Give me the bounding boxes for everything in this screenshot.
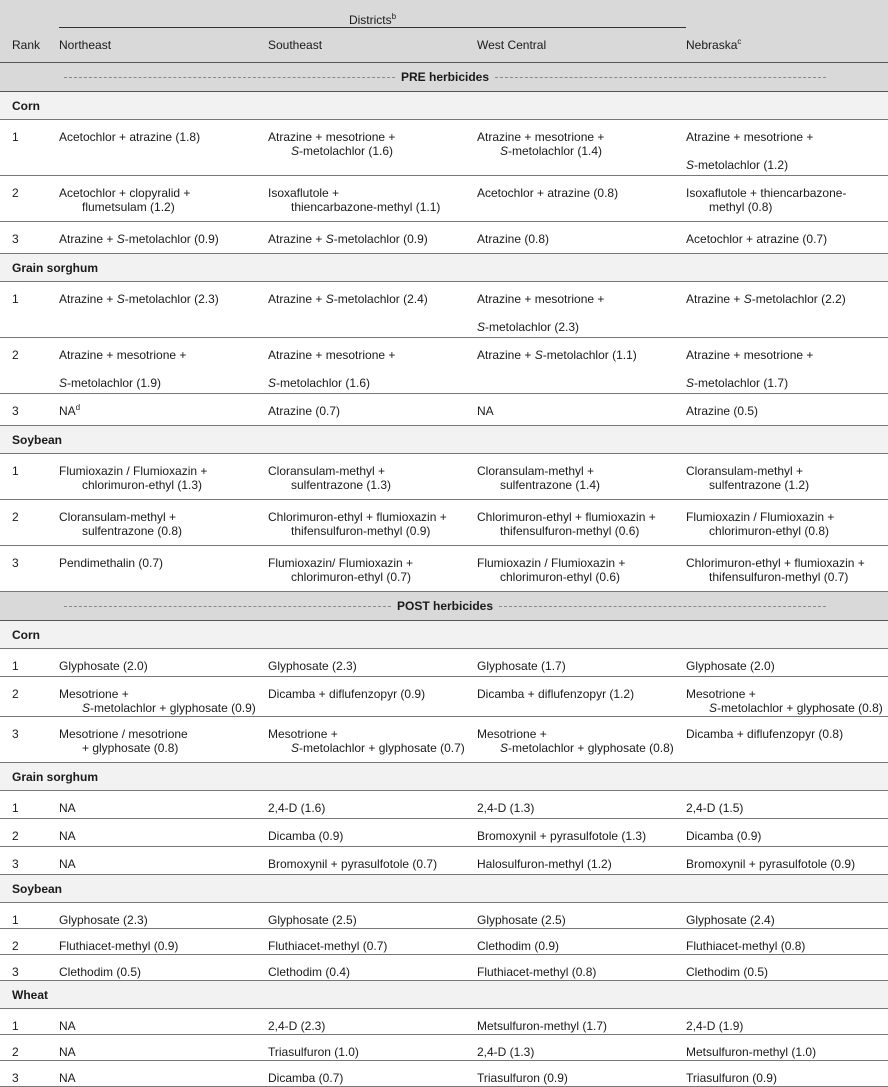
table-cell: Fluthiacet-methyl (0.8) bbox=[686, 929, 888, 955]
table-cell: Atrazine + mesotrione + S-metolachlor (1.6) bbox=[268, 120, 477, 176]
table-cell: Triasulfuron (1.0) bbox=[268, 1035, 477, 1061]
table-cell: Clethodim (0.4) bbox=[268, 955, 477, 981]
table-cell: Mesotrione + S-metolachlor + glyphosate (0.8) bbox=[686, 677, 888, 717]
table-cell: Acetochlor + clopyralid + flumetsulam (1.2) bbox=[59, 176, 268, 222]
table-cell: Metsulfuron-methyl (1.7) bbox=[477, 1009, 686, 1035]
table-cell: Isoxaflutole + thiencarbazone- methyl (0.8) bbox=[686, 176, 888, 222]
table-cell: Isoxaflutole + thiencarbazone-methyl (1.1) bbox=[268, 176, 477, 222]
table-cell: Flumioxazin / Flumioxazin + chlorimuron-ethyl (0.6) bbox=[477, 546, 686, 592]
table-cell: Acetochlor + atrazine (1.8) bbox=[59, 120, 268, 176]
table-cell: Flumioxazin/ Flumioxazin + chlorimuron-ethyl (0.7) bbox=[268, 546, 477, 592]
rank-cell: 2 bbox=[0, 929, 59, 955]
rank-cell: 3 bbox=[0, 222, 59, 254]
table-cell: Cloransulam-methyl + sulfentrazone (1.2) bbox=[686, 454, 888, 500]
table-cell: Flumioxazin / Flumioxazin + chlorimuron-ethyl (0.8) bbox=[686, 500, 888, 546]
table-cell: Atrazine + S-metolachlor (2.2) bbox=[686, 282, 888, 338]
table-cell: Fluthiacet-methyl (0.8) bbox=[477, 955, 686, 981]
rank-cell: 3 bbox=[0, 1061, 59, 1087]
table-cell: Atrazine (0.7) bbox=[268, 394, 477, 426]
column-header-southeast: Southeast bbox=[268, 27, 477, 63]
table-cell: Chlorimuron-ethyl + flumioxazin + thifensulfuron-methyl (0.9) bbox=[268, 500, 477, 546]
crop-heading-grain-sorghum: Grain sorghum bbox=[0, 763, 888, 791]
crop-heading-corn: Corn bbox=[0, 92, 888, 120]
table-cell: Glyphosate (2.5) bbox=[477, 903, 686, 929]
table-cell: Pendimethalin (0.7) bbox=[59, 546, 268, 592]
table-cell: 2,4-D (1.9) bbox=[686, 1009, 888, 1035]
rank-cell: 3 bbox=[0, 394, 59, 426]
table-cell: 2,4-D (1.3) bbox=[477, 1035, 686, 1061]
crop-heading-soybean: Soybean bbox=[0, 426, 888, 454]
table-cell: Mesotrione + S-metolachlor + glyphosate (0.7) bbox=[268, 717, 477, 763]
table-cell: Fluthiacet-methyl (0.7) bbox=[268, 929, 477, 955]
table-cell: Atrazine + S-metolachlor (0.9) bbox=[59, 222, 268, 254]
table-cell: Bromoxynil + pyrasulfotole (1.3) bbox=[477, 819, 686, 847]
table-cell: 2,4-D (1.5) bbox=[686, 791, 888, 819]
table-cell: Atrazine + S-metolachlor (2.4) bbox=[268, 282, 477, 338]
districts-header: Districts$^b$ bbox=[59, 0, 686, 27]
table-cell: Fluthiacet-methyl (0.9) bbox=[59, 929, 268, 955]
rank-cell: 1 bbox=[0, 454, 59, 500]
rank-cell: 1 bbox=[0, 649, 59, 677]
table-cell: Atrazine (0.8) bbox=[477, 222, 686, 254]
table-cell: Atrazine + mesotrione + S-metolachlor (1.6) bbox=[268, 338, 477, 394]
table-cell: Mesotrione + S-metolachlor + glyphosate (0.8) bbox=[477, 717, 686, 763]
table-cell: Cloransulam-methyl + sulfentrazone (0.8) bbox=[59, 500, 268, 546]
rank-cell: 3 bbox=[0, 546, 59, 592]
table-cell: Mesotrione / mesotrione + glyphosate (0.8) bbox=[59, 717, 268, 763]
rank-cell: 3 bbox=[0, 847, 59, 875]
table-cell: Acetochlor + atrazine (0.8) bbox=[477, 176, 686, 222]
column-header-rank: Rank bbox=[0, 27, 59, 63]
rank-cell: 3 bbox=[0, 955, 59, 981]
table-cell: NA bbox=[477, 394, 686, 426]
table-cell: Dicamba (0.9) bbox=[686, 819, 888, 847]
rank-cell: 1 bbox=[0, 282, 59, 338]
rank-cell: 3 bbox=[0, 717, 59, 763]
table-cell: Chlorimuron-ethyl + flumioxazin + thifensulfuron-methyl (0.6) bbox=[477, 500, 686, 546]
table-cell: Triasulfuron (0.9) bbox=[686, 1061, 888, 1087]
crop-heading-corn: Corn bbox=[0, 621, 888, 649]
table-cell: Flumioxazin / Flumioxazin + chlorimuron-ethyl (1.3) bbox=[59, 454, 268, 500]
table-cell: NA bbox=[59, 791, 268, 819]
rank-cell: 2 bbox=[0, 176, 59, 222]
table-cell: Metsulfuron-methyl (1.0) bbox=[686, 1035, 888, 1061]
table-cell: Cloransulam-methyl + sulfentrazone (1.4) bbox=[477, 454, 686, 500]
rank-cell: 2 bbox=[0, 338, 59, 394]
table-cell: Atrazine + S-metolachlor (2.3) bbox=[59, 282, 268, 338]
table-cell: Atrazine + S-metolachlor (0.9) bbox=[268, 222, 477, 254]
table-cell: NA bbox=[59, 847, 268, 875]
table-cell: Glyphosate (1.7) bbox=[477, 649, 686, 677]
table-cell: Dicamba + diflufenzopyr (1.2) bbox=[477, 677, 686, 717]
rank-cell: 1 bbox=[0, 120, 59, 176]
table-cell: Glyphosate (2.5) bbox=[268, 903, 477, 929]
table-cell: Glyphosate (2.0) bbox=[686, 649, 888, 677]
column-header-west-central: West Central bbox=[477, 27, 686, 63]
table-cell: NA bbox=[59, 1009, 268, 1035]
column-header-nebraska: Nebraska$^c$ bbox=[686, 27, 888, 63]
rank-cell: 1 bbox=[0, 791, 59, 819]
table-cell: Triasulfuron (0.9) bbox=[477, 1061, 686, 1087]
table-cell: Atrazine + mesotrione + S-metolachlor (1.4) bbox=[477, 120, 686, 176]
table-cell: Glyphosate (2.0) bbox=[59, 649, 268, 677]
table-cell: 2,4-D (1.3) bbox=[477, 791, 686, 819]
table-cell: Clethodim (0.5) bbox=[686, 955, 888, 981]
table-cell: NA bbox=[59, 1035, 268, 1061]
rank-cell: 2 bbox=[0, 500, 59, 546]
column-header-northeast: Northeast bbox=[59, 27, 268, 63]
table-cell: Dicamba (0.9) bbox=[268, 819, 477, 847]
table-cell: Dicamba + diflufenzopyr (0.8) bbox=[686, 717, 888, 763]
crop-heading-grain-sorghum: Grain sorghum bbox=[0, 254, 888, 282]
table-cell: 2,4-D (2.3) bbox=[268, 1009, 477, 1035]
table-cell: Mesotrione + S-metolachlor + glyphosate (0.9) bbox=[59, 677, 268, 717]
table-cell: Dicamba + diflufenzopyr (0.9) bbox=[268, 677, 477, 717]
crop-heading-soybean: Soybean bbox=[0, 875, 888, 903]
table-cell: Dicamba (0.7) bbox=[268, 1061, 477, 1087]
rank-cell: 2 bbox=[0, 819, 59, 847]
rank-cell: 2 bbox=[0, 677, 59, 717]
rank-cell: 2 bbox=[0, 1035, 59, 1061]
table-cell: $NA^d$ bbox=[59, 394, 268, 426]
table-cell: Glyphosate (2.4) bbox=[686, 903, 888, 929]
table-cell: Glyphosate (2.3) bbox=[268, 649, 477, 677]
table-cell: Atrazine + mesotrione + S-metolachlor (1.7) bbox=[686, 338, 888, 394]
table-cell: Atrazine + mesotrione + S-metolachlor (1.9) bbox=[59, 338, 268, 394]
table-cell: 2,4-D (1.6) bbox=[268, 791, 477, 819]
table-cell: Atrazine + mesotrione + S-metolachlor (1.2) bbox=[686, 120, 888, 176]
section-post-herbicides: POST herbicides bbox=[0, 592, 888, 621]
table-cell: Atrazine (0.5) bbox=[686, 394, 888, 426]
table-cell: Atrazine + mesotrione + S-metolachlor (2.3) bbox=[477, 282, 686, 338]
rank-cell: 1 bbox=[0, 1009, 59, 1035]
table-cell: Bromoxynil + pyrasulfotole (0.7) bbox=[268, 847, 477, 875]
table-cell: Atrazine + S-metolachlor (1.1) bbox=[477, 338, 686, 394]
table-cell: Halosulfuron-methyl (1.2) bbox=[477, 847, 686, 875]
table-cell: NA bbox=[59, 1061, 268, 1087]
table-cell: Cloransulam-methyl + sulfentrazone (1.3) bbox=[268, 454, 477, 500]
rank-cell: 1 bbox=[0, 903, 59, 929]
table-cell: Glyphosate (2.3) bbox=[59, 903, 268, 929]
table-cell: Clethodim (0.5) bbox=[59, 955, 268, 981]
table-cell: Bromoxynil + pyrasulfotole (0.9) bbox=[686, 847, 888, 875]
section-pre-herbicides: PRE herbicides bbox=[0, 63, 888, 92]
table-cell: Chlorimuron-ethyl + flumioxazin + thifensulfuron-methyl (0.7) bbox=[686, 546, 888, 592]
table-cell: NA bbox=[59, 819, 268, 847]
table-cell: Clethodim (0.9) bbox=[477, 929, 686, 955]
crop-heading-wheat: Wheat bbox=[0, 981, 888, 1009]
table-cell: Acetochlor + atrazine (0.7) bbox=[686, 222, 888, 254]
